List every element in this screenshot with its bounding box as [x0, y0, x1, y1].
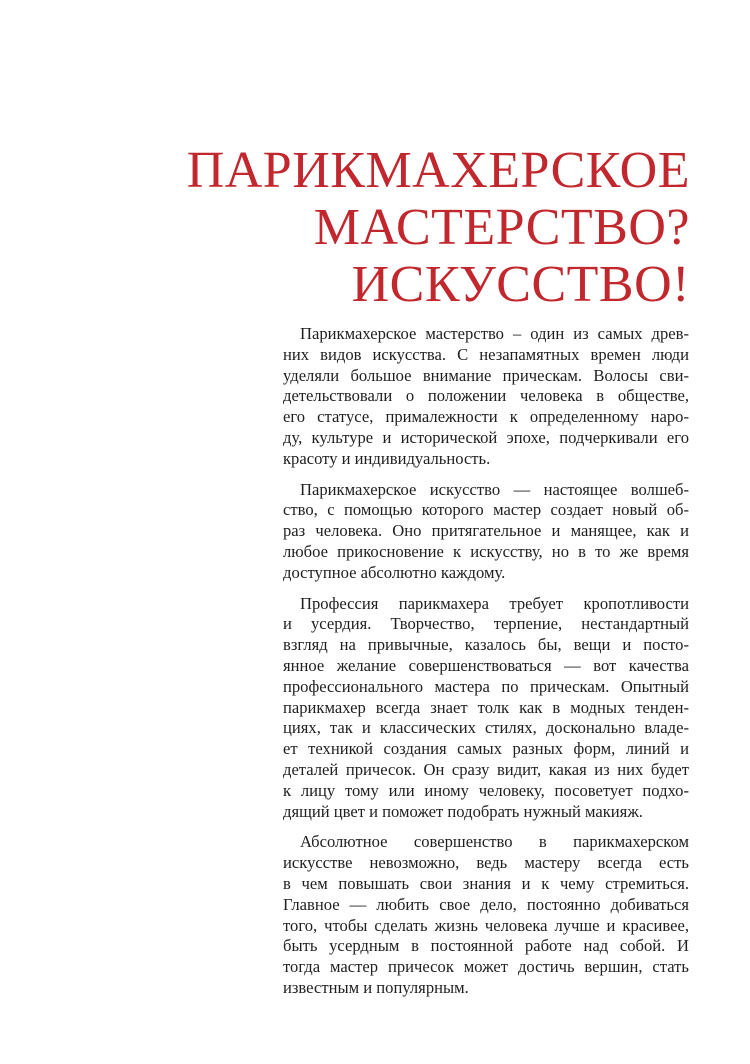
text-line: Профессия парикмахера требует кропотливости	[300, 593, 689, 613]
text-line: тогда мастер причесок может достичь вершин, стать	[283, 957, 689, 977]
text-line: в чем повышать свои знания и к чему стремиться.	[283, 873, 689, 893]
text-line: быть усердным в постоянной работе над собой. И	[283, 936, 689, 956]
text-line: любое прикосновение к искусству, но в то же время	[283, 541, 689, 561]
text-line: деталей причесок. Он сразу видит, какая из них будет	[283, 759, 689, 779]
text-line: доступное абсолютно каждому.	[283, 562, 506, 582]
text-line: уделяли большое внимание прическам. Волосы сви-	[283, 365, 689, 385]
chapter-title-line: ПАРИКМАХЕРСКОЕ	[186, 142, 690, 199]
paragraph	[283, 324, 689, 470]
text-line: того, чтобы сделать жизнь человека лучше и красивее,	[283, 915, 689, 935]
text-line: и усердия. Творчество, терпение, нестандартный	[283, 614, 689, 634]
text-line: взгляд на привычные, казалось бы, вещи и посто-	[283, 635, 689, 655]
chapter-title	[150, 142, 690, 313]
text-line: Главное — любить свое дело, постоянно добиваться	[283, 894, 689, 914]
text-line: красоту и индивидуальность.	[283, 448, 491, 468]
body-text	[283, 324, 689, 1009]
text-line: к лицу тому или иному человеку, посоветует подхо-	[283, 780, 689, 800]
text-line: парикмахер всегда знает толк как в модных тенден-	[283, 697, 689, 717]
text-line: Парикмахерское мастерство – один из самых древ-	[300, 324, 689, 343]
text-line: них видов искусства. С незапамятных времен люди	[283, 344, 689, 364]
chapter-title-line: МАСТЕРСТВО?	[313, 199, 690, 256]
text-line: его статусе, прималежности к определенному наро-	[283, 407, 689, 427]
chapter-title-line: ИСКУССТВО!	[351, 256, 690, 313]
text-line: детельствовали о положении человека в обществе,	[283, 386, 689, 406]
text-line: искусстве невозможно, ведь мастеру всегда есть	[283, 853, 689, 873]
text-line: известным и популярным.	[283, 977, 469, 997]
text-line: раз человека. Оно притягательное и манящее, как и	[283, 521, 689, 541]
text-line: Парикмахерское искусство — настоящее волшеб-	[300, 479, 689, 499]
text-line: дящий цвет и поможет подобрать нужный макияж.	[283, 801, 643, 821]
text-line: профессионального мастера по прическам. Опытный	[283, 676, 689, 696]
text-line: Абсолютное совершенство в парикмахерском	[300, 832, 689, 852]
text-line: янное желание совершенствоваться — вот качества	[283, 655, 689, 675]
paragraph	[283, 594, 689, 823]
text-line: ду, культуре и исторической эпохе, подчеркивали его	[283, 427, 689, 447]
text-line: ство, с помощью которого мастер создает новый об-	[283, 500, 689, 520]
text-line: циях, так и классических стилях, досконально владе-	[283, 718, 689, 738]
text-line: ет техникой создания самых разных форм, линий и	[283, 739, 689, 759]
paragraph	[283, 480, 689, 584]
paragraph	[283, 832, 689, 998]
